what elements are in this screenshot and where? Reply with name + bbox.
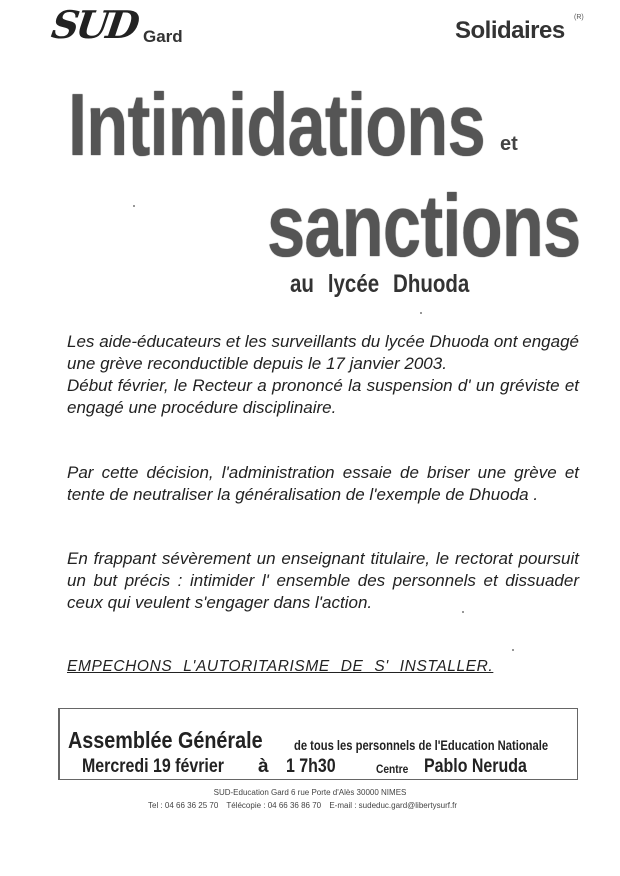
footer-address: SUD-Education Gard 6 rue Porte d'Alès 30000 NIMES — [213, 788, 407, 797]
event-title: Assemblée Générale — [68, 727, 263, 753]
paragraph-strike — [67, 331, 579, 419]
event-place: Pablo Neruda — [424, 756, 527, 777]
event-at: à — [258, 756, 269, 777]
event-audience: de tous les personnels de l'Education Nationale — [294, 737, 549, 753]
footer-email[interactable]: E-mail : sudeduc.gard@libertysurf.fr — [329, 801, 458, 810]
paragraph-strike-sentence1: Les aide-éducateurs et les surveillants du lycée Dhuoda ont engagé une grève reconductible depuis le 17 janvier 2003. — [67, 332, 579, 373]
scan-speck — [512, 649, 514, 651]
paragraph-strike-sentence2: Début février, le Recteur a prononcé la suspension d' un gréviste et engagé une procédure disciplinaire. — [67, 376, 579, 417]
event-time: 1 7h30 — [286, 756, 336, 777]
subtitle: au lycée Dhuoda — [290, 270, 470, 298]
footer-contacts — [148, 801, 463, 810]
title-intimidations: Intimidations — [68, 75, 485, 174]
scan-speck — [420, 312, 422, 314]
event-centre-label: Centre — [376, 762, 409, 776]
registered-mark: (R) — [574, 14, 584, 21]
event-date: Mercredi 19 février — [82, 756, 224, 777]
scan-speck — [133, 205, 135, 207]
footer-fax: Télécopie : 04 66 36 86 70 — [226, 801, 322, 810]
paragraph-intimidation: En frappant sévèrement un enseignant titulaire, le rectorat poursuit un but précis : intimider l' ensemble des personnels et dissuader ceux qui veulent s'engager dans l'action. — [67, 549, 579, 612]
paragraph-decision: Par cette décision, l'administration essaie de briser une grève et tente de neutraliser la généralisation de l'exemple de Dhuoda . — [67, 463, 579, 504]
slogan: EMPECHONS L'AUTORITARISME DE S' INSTALLER. — [67, 658, 494, 675]
solidaires-logo: Solidaires — [455, 17, 565, 44]
sud-logo-gard: Gard — [143, 27, 183, 46]
sud-logo: SUD — [48, 2, 140, 47]
footer-tel: Tel : 04 66 36 25 70 — [148, 801, 219, 810]
title-sanctions: sanctions — [267, 176, 581, 275]
title-connector: et — [500, 133, 518, 155]
scan-speck — [462, 611, 464, 613]
